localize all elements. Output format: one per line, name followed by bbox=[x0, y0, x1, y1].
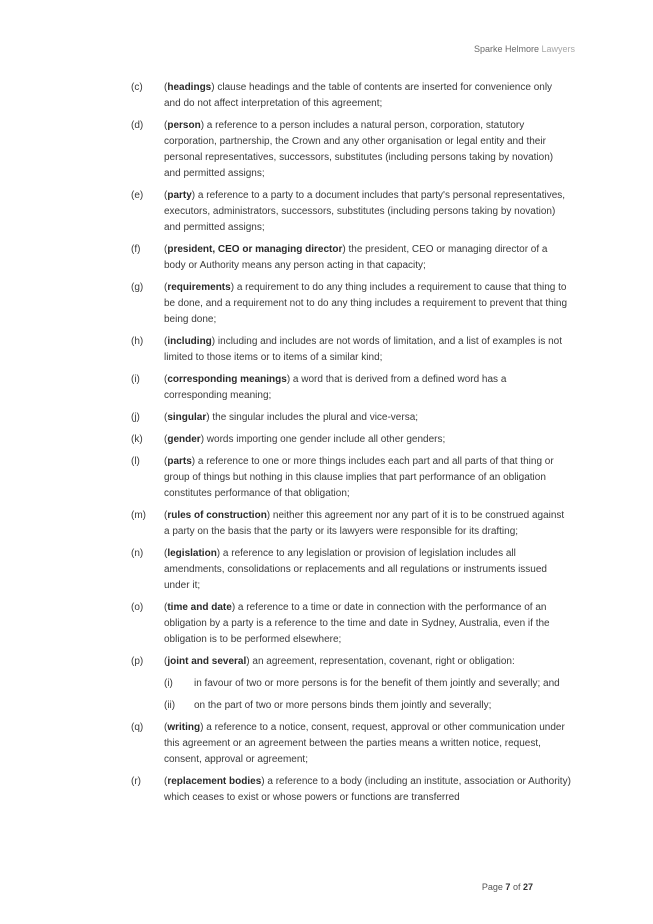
clause-term: headings bbox=[167, 82, 212, 93]
clause-body: (parts) a reference to one or more things includes each part and all parts of that thing or group of things but nothing in this clause implies that part performance of an obligation constitutes performance of that obligation; bbox=[164, 456, 554, 499]
clause-term: requirements bbox=[167, 282, 231, 293]
clause-item bbox=[131, 432, 571, 448]
clause-text: a reference to any legislation or provision of legislation includes all amendments, consolidations or replacements and all regulations or instruments issued under it; bbox=[164, 548, 547, 591]
page-number: 7 bbox=[505, 882, 511, 892]
clause-term: party bbox=[167, 190, 192, 201]
clause-term: corresponding meanings bbox=[167, 374, 287, 385]
clause-body: (joint and several) an agreement, representation, covenant, right or obligation: bbox=[164, 656, 515, 667]
clause-text: a reference to one or more things includes each part and all parts of that thing or group of things but nothing in this clause implies that part performance of an obligation constitutes performance of that obligation; bbox=[164, 456, 554, 499]
subclause-text: on the part of two or more persons binds them jointly and severally; bbox=[194, 700, 492, 711]
clause-label: (p) bbox=[131, 656, 144, 667]
clause-term: president, CEO or managing director bbox=[167, 244, 343, 255]
clause-body: (time and date) a reference to a time or date in connection with the performance of an obligation by a party is a reference to the time and date in Sydney, Australia, even if the obligation is to be performed elsewhere; bbox=[164, 602, 550, 645]
clause-text: words importing one gender include all other genders; bbox=[204, 434, 446, 445]
clause-term: legislation bbox=[167, 548, 217, 559]
clause-text: an agreement, representation, covenant, right or obligation: bbox=[249, 656, 515, 667]
clause-list bbox=[131, 80, 571, 812]
clause-item bbox=[131, 118, 571, 182]
page-header bbox=[474, 44, 575, 54]
clause-text: a reference to a person includes a natural person, corporation, statutory corporation, partnership, the Crown and any other organisation or legal entity and their personal representatives, successors, substitutes (including persons taking by novation) and permitted assigns; bbox=[164, 120, 554, 179]
subclause-item bbox=[164, 698, 571, 714]
clause-text: clause headings and the table of contents are inserted for convenience only and do not affect interpretation of this agreement; bbox=[164, 82, 553, 109]
firm-name-light: Lawyers bbox=[541, 44, 575, 54]
clause-text: a reference to a notice, consent, request, approval or other communication under this agreement or an agreement between the parties means a written notice, request, consent, approval or agreement; bbox=[164, 722, 565, 765]
of-label: of bbox=[512, 882, 521, 892]
clause-label: (n) bbox=[131, 548, 144, 559]
clause-body: (corresponding meanings) a word that is derived from a defined word has a corresponding meaning; bbox=[164, 374, 507, 401]
clause-term: gender bbox=[167, 434, 201, 445]
clause-label: (c) bbox=[131, 82, 143, 93]
clause-text: a word that is derived from a defined word has a corresponding meaning; bbox=[164, 374, 507, 401]
clause-term: person bbox=[167, 120, 201, 131]
clause-body: (gender) words importing one gender include all other genders; bbox=[164, 434, 446, 445]
clause-item bbox=[131, 188, 571, 236]
clause-text: the president, CEO or managing director of a body or Authority means any person acting in that capacity; bbox=[164, 244, 548, 271]
clause-term: singular bbox=[167, 412, 207, 423]
clause-item bbox=[131, 410, 571, 426]
clause-label: (o) bbox=[131, 602, 144, 613]
clause-item bbox=[131, 600, 571, 648]
clause-body: (including) including and includes are not words of limitation, and a list of examples is not limited to those items or to items of a similar kind; bbox=[164, 336, 562, 363]
clause-text: a requirement to do any thing includes a requirement to cause that thing to be done, and a requirement not to do any thing includes a requirement to prevent that thing being done; bbox=[164, 282, 568, 325]
clause-label: (j) bbox=[131, 412, 140, 423]
clause-term: including bbox=[167, 336, 212, 347]
subclause-item bbox=[164, 676, 571, 692]
clause-text: the singular includes the plural and vice-versa; bbox=[209, 412, 419, 423]
clause-item bbox=[131, 242, 571, 274]
clause-text: a reference to a party to a document includes that party's personal representatives, executors, administrators, successors, substitutes (including persons taking by novation) and permitted assigns; bbox=[164, 190, 566, 233]
subclause-text: in favour of two or more persons is for the benefit of them jointly and severally; and bbox=[194, 678, 560, 689]
clause-item bbox=[131, 80, 571, 112]
subclause-label: (i) bbox=[164, 678, 173, 689]
clause-label: (f) bbox=[131, 244, 141, 255]
clause-body: (party) a reference to a party to a document includes that party's personal representatives, executors, administrators, successors, substitutes (including persons taking by novation) and permitted assigns; bbox=[164, 190, 566, 233]
clause-label: (l) bbox=[131, 456, 140, 467]
clause-item bbox=[131, 334, 571, 366]
clause-label: (g) bbox=[131, 282, 144, 293]
clause-item bbox=[131, 546, 571, 594]
clause-text: a reference to a body (including an institute, association or Authority) which ceases to exist or whose powers or functions are transferred bbox=[164, 776, 571, 803]
clause-body: (headings) clause headings and the table of contents are inserted for convenience only and do not affect interpretation of this agreement; bbox=[164, 82, 553, 109]
clause-text: neither this agreement nor any part of it is to be construed against a party on the basis that the party or its lawyers were responsible for its drafting; bbox=[164, 510, 565, 537]
page-footer bbox=[482, 882, 533, 892]
clause-label: (d) bbox=[131, 120, 144, 131]
clause-term: parts bbox=[167, 456, 192, 467]
clause-body: (person) a reference to a person includes a natural person, corporation, statutory corporation, partnership, the Crown and any other organisation or legal entity and their personal representatives, successors, substitutes (including persons taking by novation) and permitted assigns; bbox=[164, 120, 554, 179]
clause-text: including and includes are not words of limitation, and a list of examples is not limited to those items or to items of a similar kind; bbox=[164, 336, 562, 363]
clause-label: (k) bbox=[131, 434, 143, 445]
clause-label: (q) bbox=[131, 722, 144, 733]
clause-body: (legislation) a reference to any legislation or provision of legislation includes all amendments, consolidations or replacements and all regulations or instruments issued under it; bbox=[164, 548, 547, 591]
clause-body: (rules of construction) neither this agreement nor any part of it is to be construed against a party on the basis that the party or its lawyers were responsible for its drafting; bbox=[164, 510, 565, 537]
clause-term: writing bbox=[167, 722, 201, 733]
page-prefix: Page bbox=[481, 882, 503, 892]
clause-label: (e) bbox=[131, 190, 144, 201]
clause-body: (requirements) a requirement to do any thing includes a requirement to cause that thing to be done, and a requirement not to do any thing includes a requirement to prevent that thing being done; bbox=[164, 282, 568, 325]
clause-text: a reference to a time or date in connection with the performance of an obligation by a party is a reference to the time and date in Sydney, Australia, even if the obligation is to be performed elsewhere; bbox=[164, 602, 550, 645]
clause-item bbox=[131, 654, 571, 714]
clause-term: rules of construction bbox=[167, 510, 267, 521]
clause-label: (m) bbox=[131, 510, 146, 521]
clause-body: (writing) a reference to a notice, consent, request, approval or other communication under this agreement or an agreement between the parties means a written notice, request, consent, approval or agreement; bbox=[164, 722, 565, 765]
clause-term: time and date bbox=[167, 602, 232, 613]
clause-item bbox=[131, 774, 571, 806]
clause-label: (i) bbox=[131, 374, 140, 385]
clause-item bbox=[131, 280, 571, 328]
clause-body: (singular) the singular includes the plural and vice-versa; bbox=[164, 412, 419, 423]
total-pages: 27 bbox=[522, 882, 533, 892]
clause-term: joint and several bbox=[167, 656, 247, 667]
clause-label: (h) bbox=[131, 336, 144, 347]
clause-item bbox=[131, 720, 571, 768]
firm-name-strong: Sparke Helmore bbox=[473, 44, 539, 54]
clause-item bbox=[131, 454, 571, 502]
clause-item bbox=[131, 508, 571, 540]
clause-body: (replacement bodies) a reference to a body (including an institute, association or Authority) which ceases to exist or whose powers or functions are transferred bbox=[164, 776, 571, 803]
clause-label: (r) bbox=[131, 776, 141, 787]
clause-term: replacement bodies bbox=[167, 776, 262, 787]
clause-body: (president, CEO or managing director) the president, CEO or managing director of a body or Authority means any person acting in that capacity; bbox=[164, 244, 548, 271]
clause-item bbox=[131, 372, 571, 404]
subclause-label: (ii) bbox=[164, 700, 176, 711]
